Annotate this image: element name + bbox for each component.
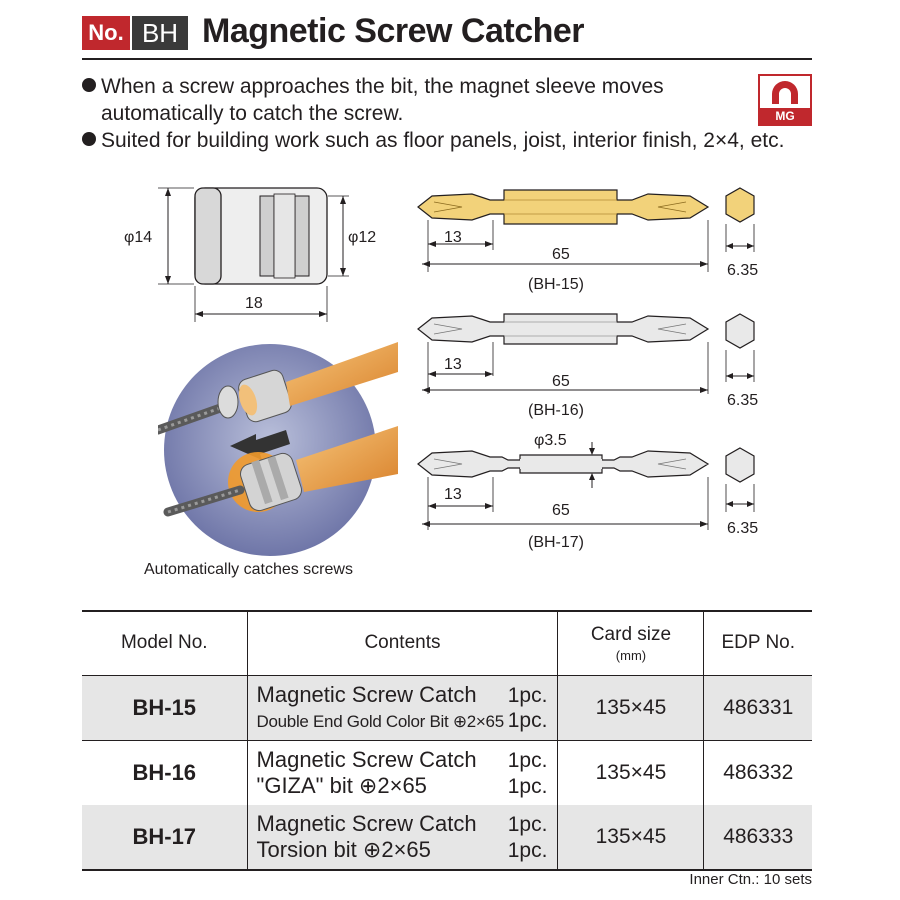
bh16-model-label: (BH-16)	[528, 402, 585, 419]
bh15-hex-size: 6.35	[727, 262, 759, 279]
hex-section-bh15	[722, 186, 770, 262]
feature-text-1b: automatically to catch the screw.	[101, 102, 404, 125]
hex-section-bh16	[722, 312, 770, 388]
content-line: "GIZA" bit ⊕2×65	[256, 772, 427, 798]
bh17-model-label: (BH-17)	[528, 534, 585, 551]
page-title: Magnetic Screw Catcher	[202, 12, 585, 50]
table-row	[82, 805, 812, 870]
table-row	[82, 740, 812, 805]
bh16-total-length: 65	[552, 373, 570, 390]
bh16-hex-size: 6.35	[727, 392, 759, 409]
hex-section-bh17	[722, 446, 770, 522]
magnet-logo	[758, 74, 812, 126]
feature-bullet-1	[82, 74, 664, 100]
content-line: Magnetic Screw Catch	[256, 811, 477, 836]
content-qty: 1pc.	[507, 748, 548, 772]
illustration-caption: Automatically catches screws	[144, 561, 353, 578]
contents-cell	[247, 805, 558, 870]
bh15-total-length: 65	[552, 246, 570, 263]
feature-bullet-2	[82, 128, 784, 154]
sleeve-length-label: 18	[245, 295, 263, 312]
table-header-row	[82, 611, 812, 675]
content-qty: 1pc.	[507, 839, 548, 862]
header-divider	[82, 58, 812, 60]
bh16-tip-length: 13	[444, 356, 462, 373]
logo-text: MG	[775, 109, 795, 123]
feature-text-1a: When a screw approaches the bit, the magnet sleeve moves	[101, 75, 664, 98]
header-edp: EDP No.	[704, 611, 812, 675]
product-code-badge: BH	[132, 16, 188, 50]
header-model: Model No.	[82, 611, 247, 675]
content-qty: 1pc.	[507, 708, 548, 732]
card-size-cell: 135×45	[558, 675, 704, 740]
inner-diameter-label: φ12	[348, 229, 377, 246]
outer-diameter-label: φ14	[124, 229, 153, 246]
card-size-label: Card size	[590, 623, 672, 645]
edp-cell: 486333	[704, 805, 812, 870]
header-contents: Contents	[247, 611, 558, 675]
badge-no-label: No.	[82, 16, 130, 50]
model-cell: BH-16	[82, 740, 247, 805]
edp-cell: 486331	[704, 675, 812, 740]
bh17-neck-diameter: φ3.5	[534, 432, 567, 449]
model-cell: BH-17	[82, 805, 247, 870]
inner-carton-note: Inner Ctn.: 10 sets	[689, 871, 812, 888]
content-qty: 1pc.	[507, 813, 548, 836]
page-header	[82, 10, 812, 58]
content-line: Torsion bit ⊕2×65	[256, 837, 431, 862]
contents-cell	[247, 740, 558, 805]
table-row	[82, 675, 812, 740]
header-card-size	[558, 611, 704, 675]
content-qty: 1pc.	[507, 683, 548, 707]
bullet-dot-icon	[82, 78, 96, 92]
card-size-cell: 135×45	[558, 805, 704, 870]
edp-cell: 486332	[723, 760, 794, 784]
bh17-hex-size: 6.35	[727, 520, 759, 537]
contents-cell	[247, 675, 558, 740]
content-line: Magnetic Screw Catch	[256, 681, 477, 707]
bh17-tip-length: 13	[444, 486, 462, 503]
bh17-total-length: 65	[552, 502, 570, 519]
bullet-dot-icon	[82, 132, 96, 146]
content-line: Magnetic Screw Catch	[256, 746, 477, 772]
bh15-model-label: (BH-15)	[528, 276, 585, 293]
model-cell: BH-15	[82, 675, 247, 740]
bit-diagram-bh17	[412, 432, 722, 537]
content-line: Double End Gold Color Bit ⊕2×65	[256, 711, 504, 731]
content-qty: 1pc.	[507, 774, 548, 798]
card-size-cell: 135×45	[558, 740, 704, 805]
bh15-tip-length: 13	[444, 229, 462, 246]
card-size-unit: (mm)	[615, 647, 647, 663]
catch-illustration	[158, 342, 398, 557]
feature-text-2: Suited for building work such as floor panels, joist, interior finish, 2×4, etc.	[101, 129, 785, 152]
spec-table	[82, 610, 812, 871]
